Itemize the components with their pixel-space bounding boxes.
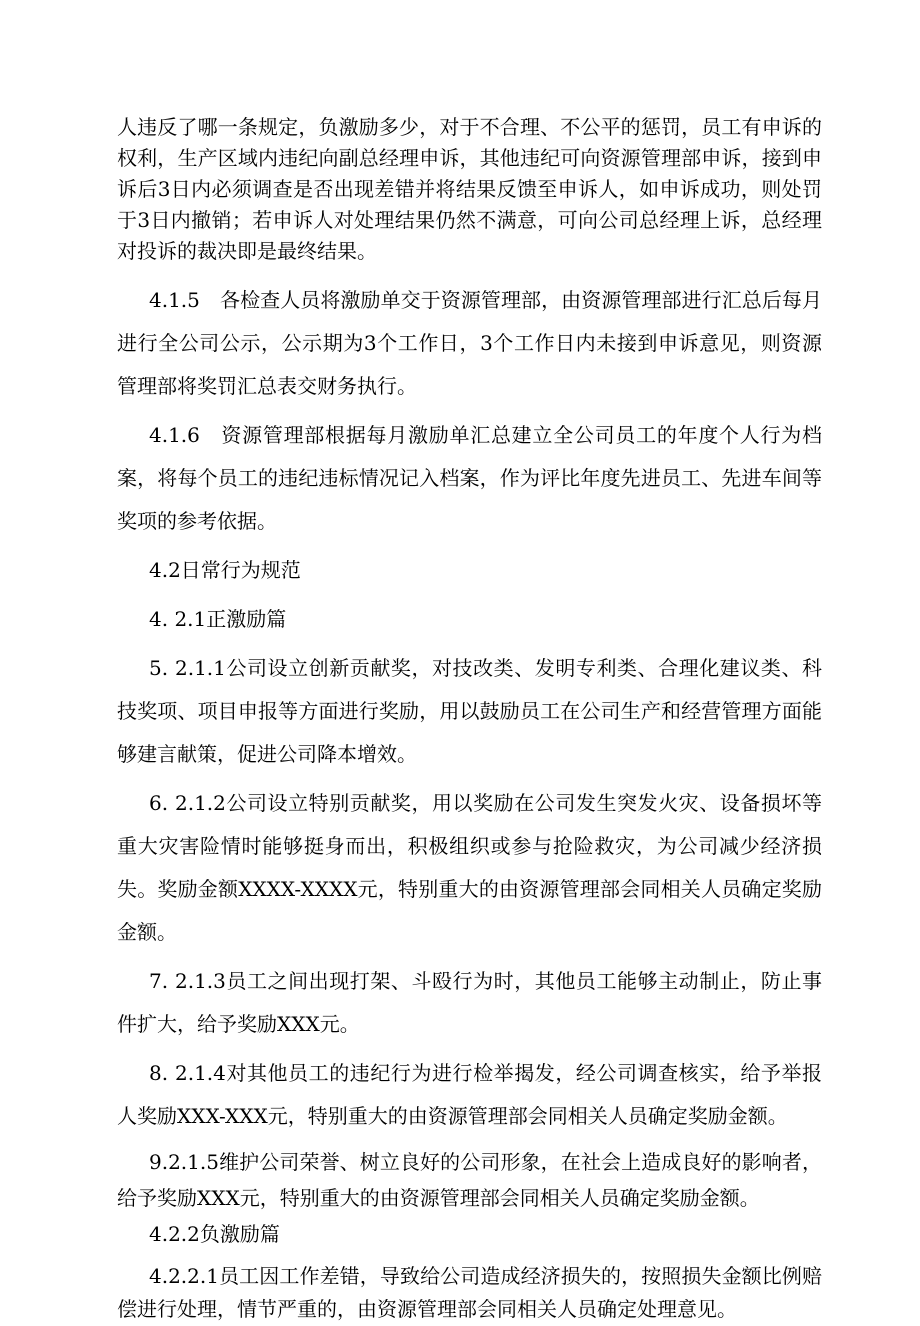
- section-heading-4-2-1: 4. 2.1正激励篇: [149, 607, 287, 631]
- paragraph-6-2-1-2: 6. 2.1.2公司设立特别贡献奖，用以奖励在公司发生突发火灾、设备损坏等重大灾害险情时能够挺身而出，积极组织或参与抢险救灾，为公司减少经济损失。奖励金额XXXX-XXXX元，特别重大的由资源管理部会同相关人员确定奖励金额。: [117, 791, 822, 944]
- document-body: [117, 112, 822, 1326]
- paragraph-8-2-1-4: 8. 2.1.4对其他员工的违纪行为进行检举揭发，经公司调查核实，给予举报人奖励XXX-XXX元，特别重大的由资源管理部会同相关人员确定奖励金额。: [117, 1061, 822, 1128]
- paragraph-4-1-5: 4.1.5 各检查人员将激励单交于资源管理部，由资源管理部进行汇总后每月进行全公司公示，公示期为3个工作日，3个工作日内未接到申诉意见，则资源管理部将奖罚汇总表交财务执行。: [117, 288, 822, 398]
- section-heading-4-2: 4.2日常行为规范: [149, 558, 301, 582]
- paragraph-7-2-1-3: 7. 2.1.3员工之间出现打架、斗殴行为时，其他员工能够主动制止，防止事件扩大，给予奖励XXX元。: [117, 969, 822, 1036]
- paragraph-5-2-1-1: 5. 2.1.1公司设立创新贡献奖，对技改类、发明专利类、合理化建议类、科技奖项、项目申报等方面进行奖励，用以鼓励员工在公司生产和经营管理方面能够建言献策，促进公司降本增效。: [117, 656, 822, 766]
- paragraph-9-2-1-5: 9.2.1.5维护公司荣誉、树立良好的公司形象，在社会上造成良好的影响者，给予奖励XXX元，特别重大的由资源管理部会同相关人员确定奖励金额。: [117, 1150, 822, 1210]
- paragraph-4-1-6: 4.1.6 资源管理部根据每月激励单汇总建立全公司员工的年度个人行为档案，将每个员工的违纪违标情况记入档案，作为评比年度先进员工、先进车间等奖项的参考依据。: [117, 423, 822, 533]
- paragraph-4-2-2-1: 4.2.2.1员工因工作差错，导致给公司造成经济损失的，按照损失金额比例赔偿进行处理，情节严重的，由资源管理部会同相关人员确定处理意见。: [117, 1264, 822, 1321]
- section-heading-4-2-2: 4.2.2负激励篇: [149, 1222, 280, 1246]
- paragraph-continuation: 人违反了哪一条规定，负激励多少，对于不合理、不公平的惩罚，员工有申诉的权利，生产区域内违纪向副总经理申诉，其他违纪可向资源管理部申诉，接到申诉后3日内必须调查是否出现差错并将结果反馈至申诉人，如申诉成功，则处罚于3日内撤销；若申诉人对处理结果仍然不满意，可向公司总经理上诉，总经理对投诉的裁决即是最终结果。: [117, 115, 822, 263]
